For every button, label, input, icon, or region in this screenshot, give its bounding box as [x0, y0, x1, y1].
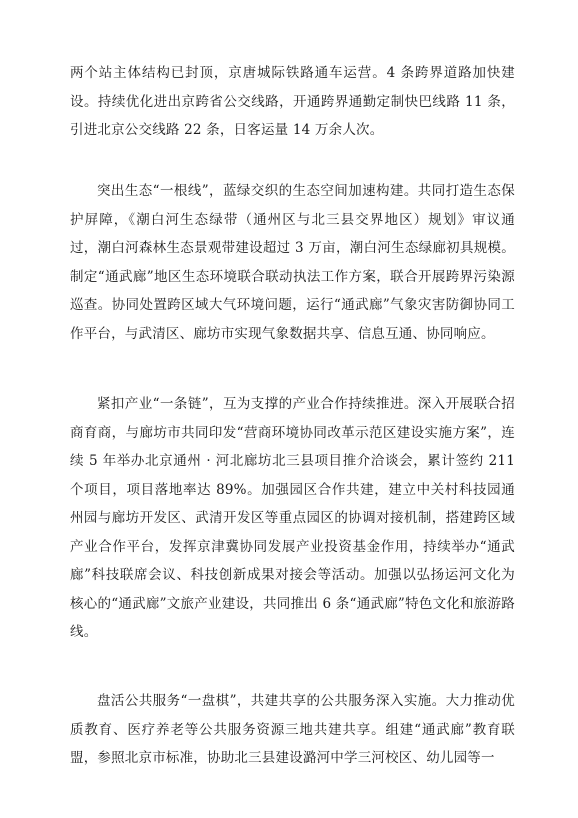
paragraph-transport: 两个站主体结构已封顶，京唐城际铁路通车运营。4 条跨界道路加快建设。持续优化进出京跨省公交线路，开通跨界通勤定制快巴线路 11 条，引进北京公交线路 22 条，日客运量 14 万余人次。 [70, 65, 515, 138]
paragraph-public-services: 盘活公共服务“一盘棋”，共建共享的公共服务深入实施。大力推动优质教育、医疗养老等公共服务资源三地共建共享。组建“通武廊”教育联盟，参照北京市标准，协助北三县建设潞河中学三河校区、幼儿园等一 [70, 693, 515, 766]
paragraph-industry: 紧扣产业“一条链”，互为支撑的产业合作持续推进。深入开展联合招商育商，与廊坊市共同印发“营商环境协同改革示范区建设实施方案”，连续 5 年举办北京通州 · 河北廊坊北三县项目推介洽谈会，累计签约 211 个项目，项目落地率达 89%。加强园区合作共建，建立中关村科技园通州园与廊坊开发区、武清开发区等重点园区的协调对接机制，搭建跨区域产业合作平台，发挥京津冀协同发展产业投资基金作用，持续举办“通武廊”科技联席会议、科技创新成果对接会等活动。加强以弘扬运河文化为核心的“通武廊”文旅产业建设，共同推出 6 条“通武廊”特色文化和旅游路线。 [70, 396, 515, 640]
paragraph-ecology: 突出生态“一根线”，蓝绿交织的生态空间加速构建。共同打造生态保护屏障，《潮白河生态绿带（通州区与北三县交界地区）规划》审议通过，潮白河森林生态景观带建设超过 3 万亩，潮白河生态绿廊初具规模。制定“通武廊”地区生态环境联合联动执法工作方案，联合开展跨界污染源巡查。协同处置跨区域大气环境问题，运行“通武廊”气象灾害防御协同工作平台，与武清区、廊坊市实现气象数据共享、信息互通、协同响应。 [70, 183, 515, 342]
